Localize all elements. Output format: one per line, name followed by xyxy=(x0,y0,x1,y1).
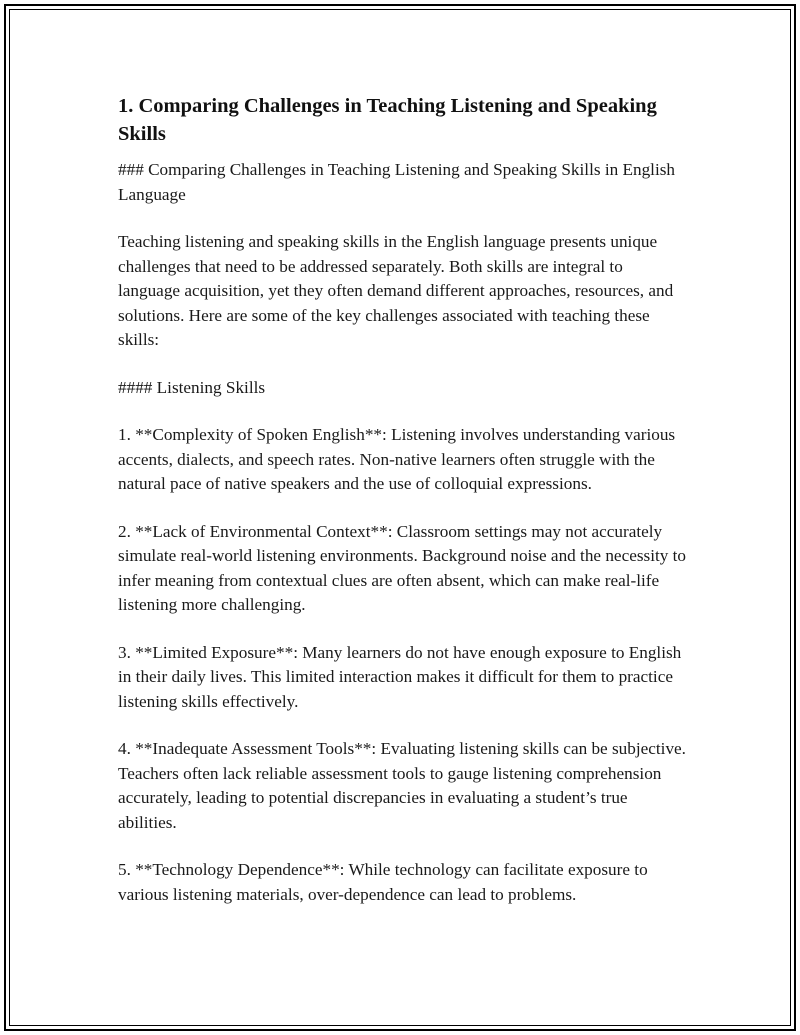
subheading-listening-skills: #### Listening Skills xyxy=(118,377,266,397)
subheading-comparing-challenges: ### Comparing Challenges in Teaching Listening and Speaking Skills in English Language xyxy=(118,160,676,204)
list-item-limited-exposure: 3. **Limited Exposure**: Many learners do not have enough exposure to English in their daily lives. This limited interaction makes it difficult for them to practice listening skills effectively. xyxy=(118,642,682,711)
list-item-technology-dependence: 5. **Technology Dependence**: While technology can facilitate exposure to various listening materials, over-dependence can lead to problems. xyxy=(118,860,648,904)
list-item-lack-of-environmental-context: 2. **Lack of Environmental Context**: Classroom settings may not accurately simulate real-world listening environments. Background noise and the necessity to infer meaning from contextual clues are often absent, which can make real-life listening more challenging. xyxy=(118,521,687,614)
list-item-complexity-of-spoken-english: 1. **Complexity of Spoken English**: Listening involves understanding various accents, dialects, and speech rates. Non-native learners often struggle with the natural pace of native speakers and the use of colloquial expressions. xyxy=(118,425,676,493)
intro-paragraph: Teaching listening and speaking skills in the English language presents unique challenges that need to be addressed separately. Both skills are integral to language acquisition, yet they often demand different approaches, resources, and solutions. Here are some of the key challenges associated with teaching these skills: xyxy=(118,232,674,349)
document-title: 1. Comparing Challenges in Teaching Listening and Speaking Skills xyxy=(118,95,657,145)
list-item-inadequate-assessment-tools: 4. **Inadequate Assessment Tools**: Evaluating listening skills can be subjective. Teachers often lack reliable assessment tools to gauge listening comprehension accurately, leading to potential discrepancies in evaluating a student’s true abilities. xyxy=(118,739,686,832)
document-body xyxy=(118,92,688,930)
